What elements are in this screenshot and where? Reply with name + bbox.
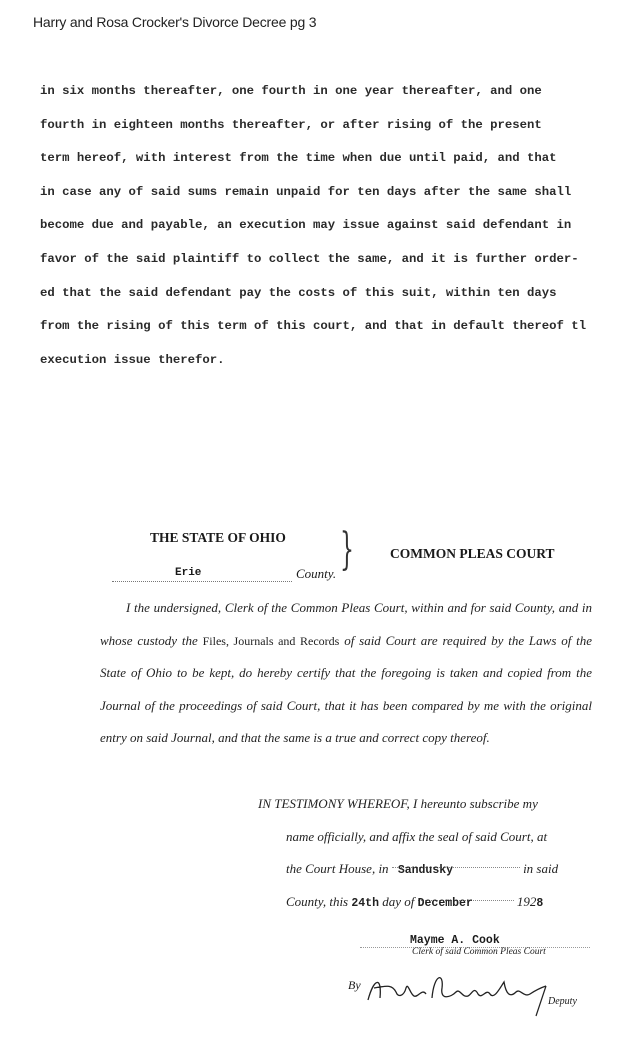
document-title: Harry and Rosa Crocker's Divorce Decree pg 3 xyxy=(33,14,317,30)
bracket-divider: } xyxy=(340,524,354,575)
testimony-text: County, this xyxy=(286,893,349,909)
court-heading: COMMON PLEAS COURT xyxy=(390,546,555,561)
year-value xyxy=(517,894,543,909)
day-value: 24th xyxy=(351,896,379,910)
year-prefix: 192 xyxy=(516,893,537,909)
place-name: Sandusky xyxy=(397,864,454,877)
body-line: from the rising of this term of this court, and that in default thereof tl xyxy=(40,319,587,334)
county-name: Erie xyxy=(175,567,202,579)
testimony-line-3 xyxy=(258,853,592,886)
body-line: in case any of said sums remain unpaid for ten days after the same shall xyxy=(40,184,572,199)
county-dotted-line xyxy=(112,567,292,582)
certification-paragraph xyxy=(100,592,592,755)
state-heading: THE STATE OF OHIO xyxy=(150,530,286,545)
testimony-line-1 xyxy=(258,788,592,821)
testimony-line-2 xyxy=(258,821,592,854)
clerk-title: Clerk of said Common Pleas Court xyxy=(412,947,546,957)
cert-text-part1: I the undersigned, Clerk of the Common Pleas Court, within and for said County, and in whose custody the xyxy=(100,600,592,648)
clerk-name: Mayme A. Cook xyxy=(410,934,500,947)
by-label: By xyxy=(348,978,361,992)
testimony-text: in said xyxy=(523,861,559,876)
testimony-text: IN TESTIMONY WHEREOF, I hereunto subscribe my xyxy=(258,796,538,811)
testimony-block xyxy=(258,788,592,918)
body-line: term hereof, with interest from the time when due until paid, and that xyxy=(40,151,557,166)
cert-text-records: Files, Journals and Records xyxy=(202,633,340,648)
body-line: become due and payable, an execution may issue against said defendant in xyxy=(40,218,572,233)
testimony-text: day of xyxy=(382,893,415,909)
year-digit: 8 xyxy=(536,896,544,910)
body-line: execution issue therefor. xyxy=(40,352,225,367)
county-label: County. xyxy=(296,566,337,581)
cert-text-part3: of said Court are required by the Laws of the State of Ohio to be kept, do hereby certify that the foregoing is taken and copied from the Journal of the proceedings of said Court, that it has been compared by me with the original entry on said Journal, and that the same is a true and correct copy thereof. xyxy=(100,632,593,745)
testimony-line-4 xyxy=(258,886,592,919)
month-value: December xyxy=(417,896,473,910)
body-line: in six months thereafter, one fourth in one year thereafter, and one xyxy=(40,84,542,98)
body-line: favor of the said plaintiff to collect the same, and it is further order- xyxy=(40,251,579,266)
deputy-signature xyxy=(360,958,560,1018)
signature-block xyxy=(340,930,600,1020)
testimony-text: name officially, and affix the seal of said Court, at xyxy=(286,828,548,844)
testimony-text: the Court House, in xyxy=(286,861,389,876)
deputy-label: Deputy xyxy=(548,996,577,1007)
decree-body-text xyxy=(40,84,587,386)
body-line: fourth in eighteen months thereafter, or after rising of the present xyxy=(40,117,542,132)
body-line: ed that the said defendant pay the costs of this suit, within ten days xyxy=(40,285,557,300)
